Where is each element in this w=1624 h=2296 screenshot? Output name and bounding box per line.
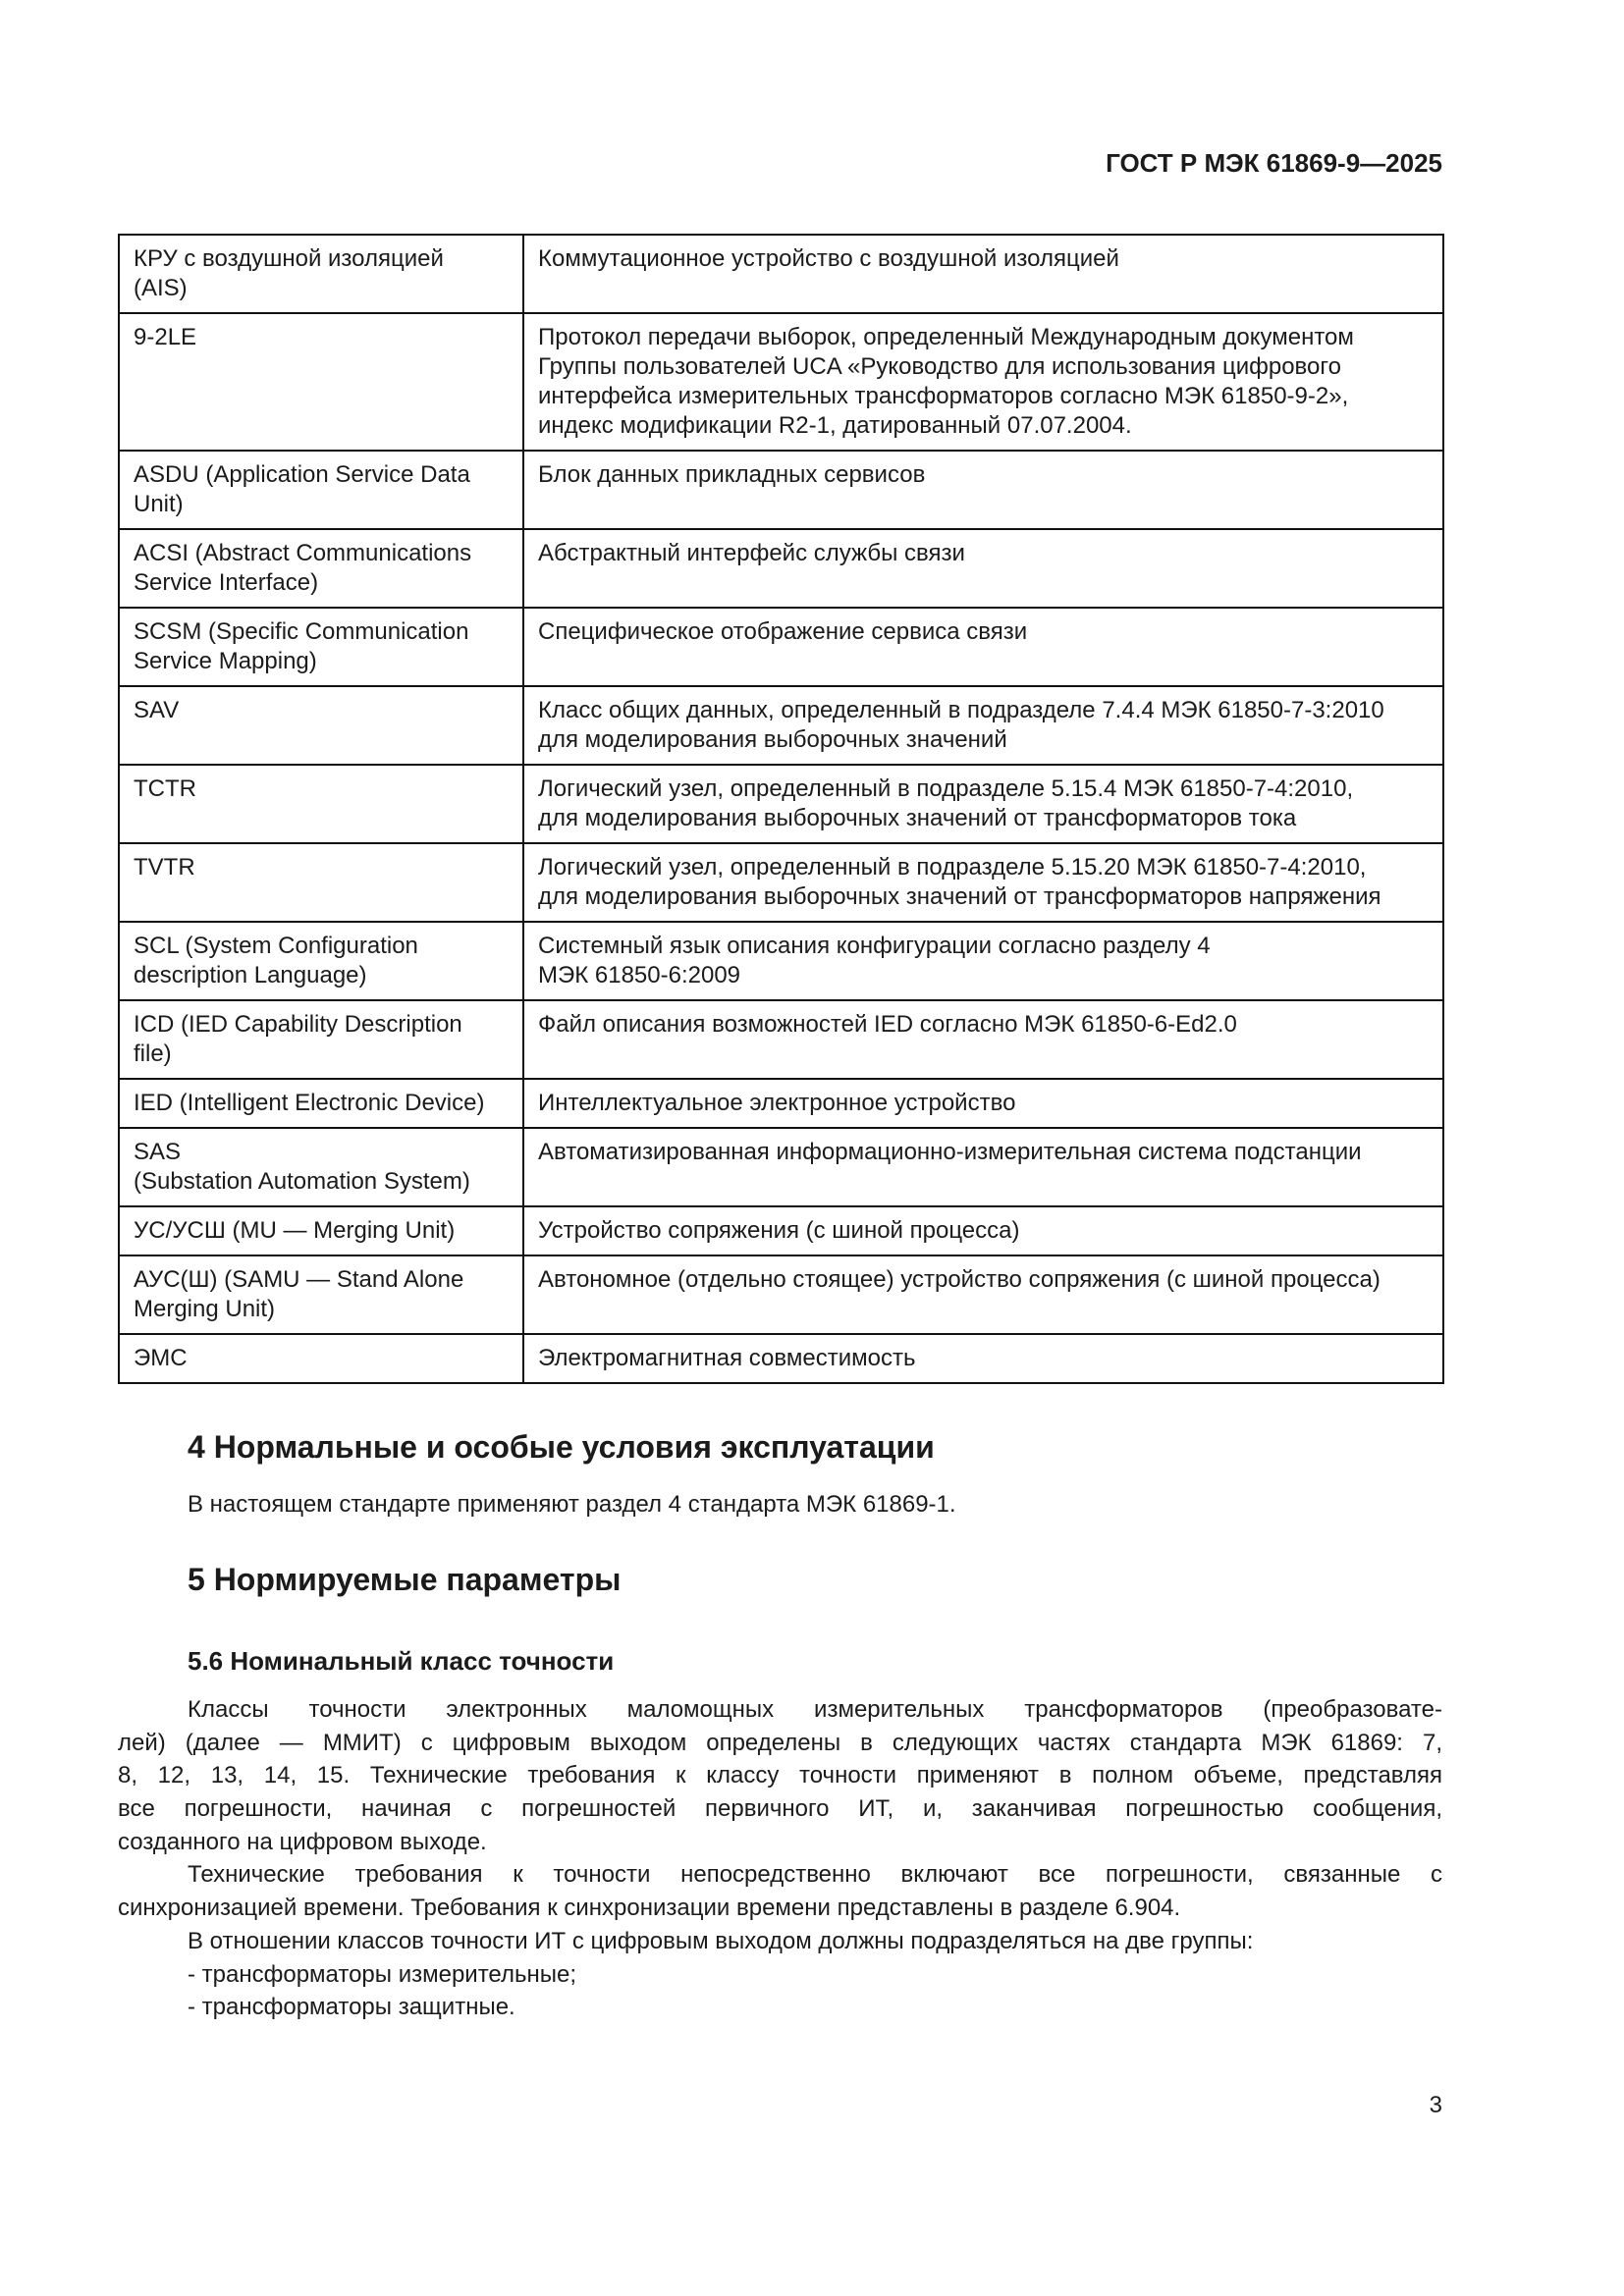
definition-cell: Блок данных прикладных сервисов [523,451,1443,529]
section-5-heading: 5 Нормируемые параметры [188,1562,622,1597]
definition-cell: Автономное (отдельно стоящее) устройство сопряжения (с шиной процесса) [523,1255,1443,1334]
table-row [119,765,1443,843]
definition-cell: Устройство сопряжения (с шиной процесса) [523,1206,1443,1255]
document-header: ГОСТ Р МЭК 61869-9—2025 [1106,148,1442,178]
definition-cell: Абстрактный интерфейс службы связи [523,529,1443,608]
section-4-text: В настоящем стандарте применяют раздел 4 стандарта МЭК 61869-1. [188,1491,956,1518]
term-cell: SAV [119,686,523,765]
definition-cell: Автоматизированная информационно-измерительная система подстанции [523,1128,1443,1206]
paragraph-line: лей) (далее — ММИТ) с цифровым выходом определены в следующих частях стандарта МЭК 61869: 7, [118,1729,1442,1756]
definition-cell: Протокол передачи выборок, определенный Международным документом Группы пользователей UCA «Руководство для использования цифрового интерфейса измерительных трансформаторов согласно МЭК 61850-9-2», индекс модификации R2-1, датированный 07.07.2004. [523,313,1443,451]
definition-cell: Интеллектуальное электронное устройство [523,1079,1443,1128]
term-cell: УС/УСШ (MU — Merging Unit) [119,1206,523,1255]
list-item: - трансформаторы измерительные; [188,1960,577,1988]
term-cell: АУС(Ш) (SAMU — Stand Alone Merging Unit) [119,1255,523,1334]
definition-cell: Логический узел, определенный в подразделе 5.15.4 МЭК 61850-7-4:2010, для моделирования выборочных значений от трансформаторов тока [523,765,1443,843]
term-cell: TVTR [119,843,523,922]
table-row [119,686,1443,765]
list-item: - трансформаторы защитные. [188,1994,515,2021]
term-cell: ICD (IED Capability Description file) [119,1000,523,1079]
section-5-6-heading: 5.6 Номинальный класс точности [188,1646,615,1676]
section-4-heading: 4 Нормальные и особые условия эксплуатации [188,1429,935,1465]
definition-cell: Системный язык описания конфигурации согласно разделу 4 МЭК 61850-6:2009 [523,922,1443,1000]
term-cell: ASDU (Application Service Data Unit) [119,451,523,529]
table-row [119,451,1443,529]
definition-cell: Файл описания возможностей IED согласно МЭК 61850-6-Ed2.0 [523,1000,1443,1079]
table-row [119,922,1443,1000]
table-row [119,843,1443,922]
term-cell: ЭМС [119,1334,523,1383]
term-cell: SCL (System Configuration description Language) [119,922,523,1000]
definition-cell: Логический узел, определенный в подразделе 5.15.20 МЭК 61850-7-4:2010, для моделирования выборочных значений от трансформаторов напряжения [523,843,1443,922]
abbreviations-table [118,234,1444,1384]
table-row [119,313,1443,451]
section-5-6-body [118,1693,1442,2024]
table-row [119,608,1443,686]
paragraph-line: Классы точности электронных маломощных измерительных трансформаторов (преобразовате- [188,1696,1442,1723]
definition-cell: Класс общих данных, определенный в подразделе 7.4.4 МЭК 61850-7-3:2010 для моделирования выборочных значений [523,686,1443,765]
table-row [119,1079,1443,1128]
term-cell: КРУ с воздушной изоляцией (AIS) [119,235,523,313]
definition-cell: Электромагнитная совместимость [523,1334,1443,1383]
term-cell: 9-2LE [119,313,523,451]
page-number: 3 [1429,2092,1442,2118]
term-cell: TCTR [119,765,523,843]
table-row [119,1334,1443,1383]
table-row [119,1000,1443,1079]
paragraph-line: синхронизацией времени. Требования к синхронизации времени представлены в разделе 6.904. [118,1895,1181,1922]
paragraph-line: созданного на цифровом выходе. [118,1828,487,1855]
paragraph-line: В отношении классов точности ИТ с цифровым выходом должны подразделяться на две группы: [188,1927,1254,1954]
paragraph-line: все погрешности, начиная с погрешностей первичного ИТ, и, заканчивая погрешностью сообщения, [118,1795,1442,1823]
term-cell: ACSI (Abstract Communications Service Interface) [119,529,523,608]
paragraph-line: Технические требования к точности непосредственно включают все погрешности, связанные с [188,1861,1442,1889]
term-cell: SCSM (Specific Communication Service Mapping) [119,608,523,686]
table-row [119,1128,1443,1206]
table-row [119,235,1443,313]
table-row [119,1206,1443,1255]
paragraph-line: 8, 12, 13, 14, 15. Технические требования к классу точности применяют в полном объеме, представляя [118,1762,1442,1789]
table-row [119,1255,1443,1334]
definition-cell: Специфическое отображение сервиса связи [523,608,1443,686]
table-row [119,529,1443,608]
definition-cell: Коммутационное устройство с воздушной изоляцией [523,235,1443,313]
term-cell: IED (Intelligent Electronic Device) [119,1079,523,1128]
term-cell: SAS (Substation Automation System) [119,1128,523,1206]
